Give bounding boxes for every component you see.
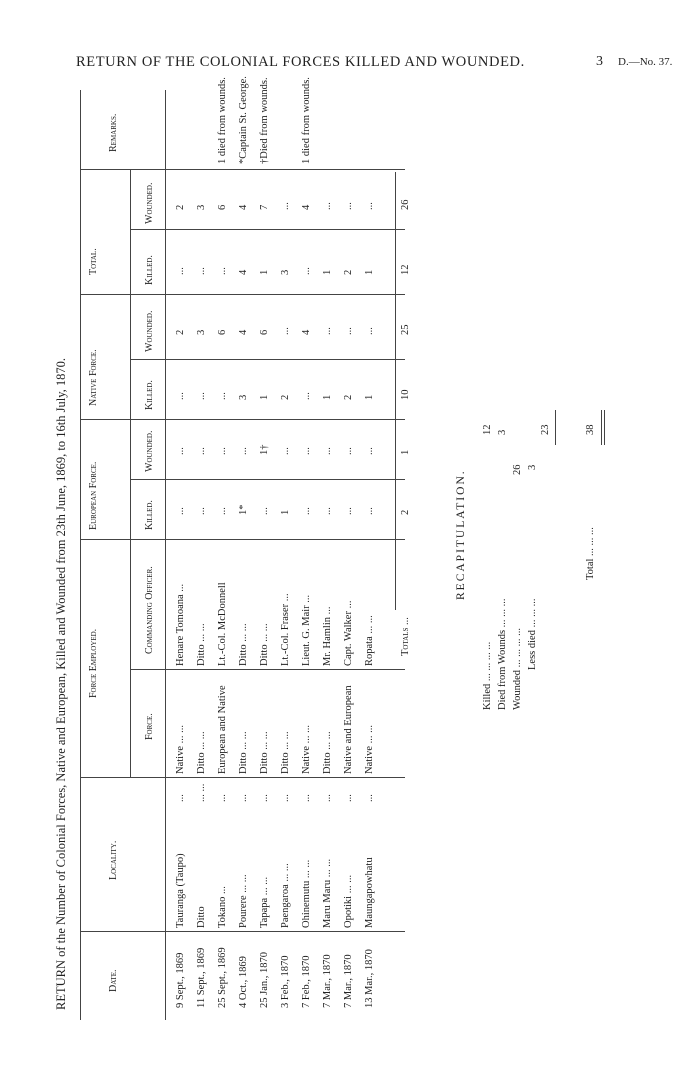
row-leader-dots: ... [364,794,375,802]
row-total-wounded: ... [322,202,333,210]
row-eu-wounded: ... [322,447,333,455]
row-na-killed: 2 [280,394,291,400]
row-force: Ditto ... ... [280,731,291,774]
row-officer: Lt.-Col. McDonnell [217,582,228,666]
row-na-killed: 3 [238,394,249,400]
row-locality: Opotiki ... ... [343,874,354,928]
row-force: European and Native [217,685,228,774]
header-locality: Locality. [108,840,119,880]
row-total-killed: 3 [280,269,291,275]
header-commanding-officer: Commanding Officer. [144,566,155,654]
row-total-killed: ... [175,267,186,275]
row-date: 7 Mar., 1870 [343,954,354,1008]
recap-wounded-label: Wounded ... ... ... ... [512,628,523,710]
recap-total-label: Total ... ... ... [585,527,596,580]
header-date: Date. [108,969,119,992]
row-force: Native ... ... [301,725,312,774]
recap-total-rule-2 [604,410,605,445]
row-na-killed: 1 [364,394,375,400]
col-divider [130,359,405,360]
row-eu-killed: ... [196,507,207,515]
row-na-killed: ... [175,392,186,400]
row-remarks: †Died from wounds. [259,77,270,164]
row-locality: Maungapowhatu [364,857,375,928]
row-leader-dots: ... ... [196,783,207,802]
row-officer: Henare Tomoana ... [175,583,186,666]
row-officer: Lt.-Col. Fraser ... [280,593,291,666]
row-eu-wounded: ... [238,447,249,455]
row-eu-wounded: ... [175,447,186,455]
table-title: RETURN of the Number of Colonial Forces, Native and European, Killed and Wounded from 23th June, 1869, to 16th July, 1870. [54,357,68,1010]
recap-title: RECAPITULATION. [455,469,467,600]
recap-died-value: 3 [497,429,508,435]
row-force: Native and European [343,685,354,774]
row-na-killed: 2 [343,394,354,400]
row-eu-killed: ... [259,507,270,515]
row-remarks: 1 died from wounds. [301,77,312,164]
header-eu-killed: Killed. [144,500,155,530]
rotated-table-page [50,76,690,1020]
row-force: Ditto ... ... [259,731,270,774]
row-eu-killed: ... [175,507,186,515]
row-total-killed: 4 [238,269,249,275]
row-force: Ditto ... ... [196,731,207,774]
recap-less-value: 3 [527,464,538,470]
header-total-wounded: Wounded. [144,182,155,224]
header-remarks: Remarks. [108,113,119,152]
row-officer: Ropata ... ... [364,615,375,666]
row-eu-killed: ... [322,507,333,515]
recap-died-label: Died from Wounds ... ... ... [497,598,508,710]
row-leader-dots: ... [280,794,291,802]
row-na-wounded: 3 [196,329,207,335]
row-eu-wounded: ... [343,447,354,455]
row-date: 7 Feb., 1870 [301,955,312,1008]
row-total-killed: ... [196,267,207,275]
recap-total-value: 38 [585,424,596,435]
totals-total-killed: 12 [400,264,411,275]
row-na-wounded: 6 [217,329,228,335]
rule-sum [395,172,396,610]
recap-total-rule [601,410,602,445]
row-na-killed: 1 [259,394,270,400]
row-locality: Tokano ... [217,886,228,928]
header-native-force: Native Force. [88,349,99,406]
row-na-wounded: 4 [238,329,249,335]
row-date: 11 Sept., 1869 [196,947,207,1008]
rule-top [80,90,81,1020]
row-date: 13 Mar., 1870 [364,949,375,1008]
row-eu-wounded: ... [217,447,228,455]
row-locality: Maru Maru ... ... [322,858,333,928]
row-leader-dots: ... [217,794,228,802]
row-eu-killed: ... [343,507,354,515]
row-eu-wounded: ... [301,447,312,455]
row-remarks: 1 died from wounds. [217,77,228,164]
recap-killed-label: Killed ... ... ... ... [482,641,493,710]
row-na-wounded: 2 [175,329,186,335]
row-eu-killed: ... [364,507,375,515]
row-na-wounded: ... [343,327,354,335]
row-leader-dots: ... [175,794,186,802]
row-na-wounded: 4 [301,329,312,335]
row-eu-killed: ... [301,507,312,515]
row-locality: Ditto [196,906,207,928]
row-eu-wounded: ... [364,447,375,455]
row-locality: Paengaroa ... ... [280,863,291,928]
col-divider [130,229,405,230]
row-total-wounded: 4 [301,204,312,210]
row-total-wounded: 2 [175,204,186,210]
recap-killed-value: 12 [482,424,493,435]
row-date: 4 Oct., 1869 [238,956,249,1008]
page-header [0,52,700,78]
header-european-force: European Force. [88,461,99,530]
col-divider [130,669,405,670]
row-eu-wounded: ... [196,447,207,455]
row-na-killed: ... [196,392,207,400]
row-na-killed: ... [301,392,312,400]
row-date: 9 Sept., 1869 [175,952,186,1008]
recap-less-label: Less died ... ... ... [527,598,538,670]
row-total-killed: 2 [343,269,354,275]
totals-total-wounded: 26 [400,199,411,210]
row-total-wounded: ... [364,202,375,210]
row-eu-wounded: 1† [259,444,270,455]
col-divider [80,169,405,170]
row-officer: Ditto ... ... [238,623,249,666]
row-na-wounded: ... [322,327,333,335]
row-date: 3 Feb., 1870 [280,955,291,1008]
recap-rule [555,410,556,445]
totals-eu-killed: 2 [400,509,411,515]
row-leader-dots: ... [343,794,354,802]
row-eu-killed: 1* [238,504,249,515]
row-locality: Tapapa ... ... [259,876,270,928]
row-leader-dots: ... [259,794,270,802]
row-date: 7 Mar., 1870 [322,954,333,1008]
row-force: Ditto ... ... [238,731,249,774]
row-total-killed: 1 [364,269,375,275]
row-force: Ditto ... ... [322,731,333,774]
header-na-wounded: Wounded. [144,310,155,352]
header-total-killed: Killed. [144,255,155,285]
row-total-wounded: ... [343,202,354,210]
row-force: Native ... ... [175,725,186,774]
row-locality: Pourere ... ... [238,874,249,928]
header-force: Force. [144,713,155,740]
row-na-wounded: ... [364,327,375,335]
row-leader-dots: ... [301,794,312,802]
row-officer: Ditto ... ... [259,623,270,666]
row-na-wounded: ... [280,327,291,335]
row-locality: Tauranga (Taupo) [175,853,186,928]
col-divider [80,931,405,932]
rule-subheader [130,170,131,778]
row-officer: Ditto ... ... [196,623,207,666]
header-na-killed: Killed. [144,380,155,410]
document-reference: D.—No. 37. [618,56,673,68]
header-total: Total. [88,248,99,275]
row-na-killed: ... [217,392,228,400]
row-officer: Capt. Walker ... [343,600,354,666]
row-leader-dots: ... [238,794,249,802]
row-locality: Ohinemutu ... ... [301,859,312,928]
col-divider [80,539,405,540]
row-eu-wounded: ... [280,447,291,455]
row-na-killed: 1 [322,394,333,400]
row-total-wounded: ... [280,202,291,210]
row-remarks: *Captain St. George. [238,76,249,164]
col-divider [80,419,405,420]
row-total-wounded: 7 [259,204,270,210]
row-officer: Mr. Hamlin ... [322,606,333,666]
row-eu-killed: ... [217,507,228,515]
col-divider [80,294,405,295]
totals-na-killed: 10 [400,389,411,400]
header-force-employed: Force Employed. [88,628,99,698]
row-date: 25 Jan., 1870 [259,952,270,1008]
row-total-killed: ... [217,267,228,275]
row-total-wounded: 4 [238,204,249,210]
row-officer: Lieut. G. Mair ... [301,594,312,666]
recap-wounded-value: 26 [512,464,523,475]
row-date: 25 Sept., 1869 [217,947,228,1008]
totals-label: Totals ... [400,617,411,656]
recap-net-value: 23 [540,424,551,435]
row-leader-dots: ... [322,794,333,802]
page-number: 3 [596,54,603,69]
row-total-wounded: 3 [196,204,207,210]
totals-na-wounded: 25 [400,324,411,335]
row-total-killed: 1 [322,269,333,275]
row-total-killed: 1 [259,269,270,275]
totals-eu-wounded: 1 [400,449,411,455]
row-total-wounded: 6 [217,204,228,210]
row-total-killed: ... [301,267,312,275]
header-eu-wounded: Wounded. [144,430,155,472]
row-force: Native ... ... [364,725,375,774]
col-divider [130,479,405,480]
row-na-wounded: 6 [259,329,270,335]
page-running-title: RETURN OF THE COLONIAL FORCES KILLED AND WOUNDED. [76,54,525,70]
col-divider [80,777,405,778]
row-eu-killed: 1 [280,509,291,515]
